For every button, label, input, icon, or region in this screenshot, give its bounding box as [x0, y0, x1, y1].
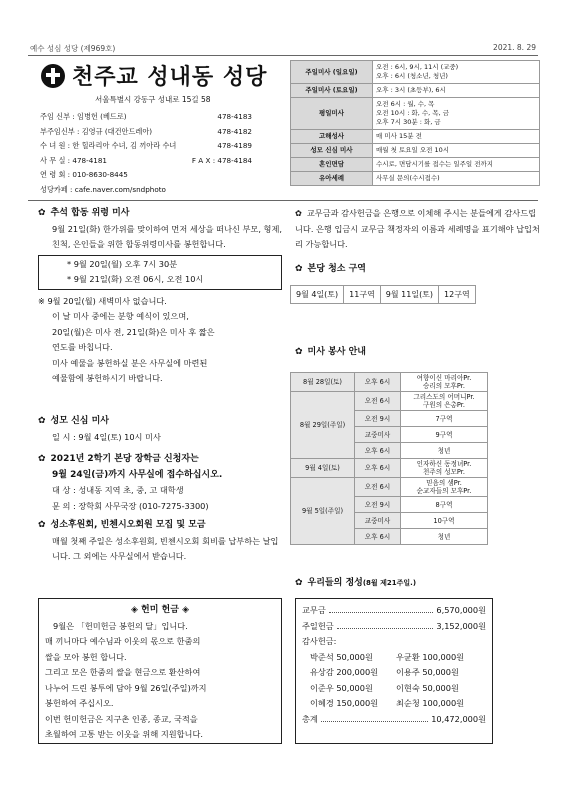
mass-times-box: * 9월 20일(월) 오후 7시 30분 * 9월 21일(화) 오전 06시, 오전 10시 [38, 255, 282, 290]
section-marian-mass [38, 414, 282, 445]
schedule-row: 고해성사 매 미사 15분 전 [291, 130, 540, 144]
table-row: 오전 9시 8구역 [291, 497, 488, 513]
divider [28, 55, 538, 56]
table-row: 교중미사 10구역 [291, 513, 488, 529]
section-bank-notice [295, 206, 543, 253]
offering-total: 총계 10,472,000원 [302, 713, 486, 724]
church-address: 서울특별시 강동구 성내로 15길 58 [95, 95, 211, 104]
table-row: 오후 6시 청년 [291, 529, 488, 545]
staff-row: 부주임신부 : 김영규 (대건안드레아) 478-4182 [40, 126, 252, 136]
section-title: 추석 합동 위령 미사 [50, 208, 130, 218]
section-title: 2021년 2학기 본당 장학금 신청자는 [50, 454, 199, 464]
flower-icon: ✿ [38, 208, 46, 218]
offering-line: 교무금 6,570,000원 [302, 605, 486, 615]
section-title: 본당 청소 구역 [307, 264, 366, 274]
section-scholarship: ✿ 2021년 2학기 본당 장학금 신청자는 9월 24일(금)까지 사무실에 접수하십시오. 대 상 : 성내동 지역 초, 중, 고 대학생 문 의 : 장학회 사무국장 (010-7275-3300) [38, 452, 282, 514]
box-title: ◈ 헌미 헌금 ◈ [130, 605, 190, 615]
section-title: 미사 봉사 안내 [307, 347, 366, 357]
table-row: 8월 29일(주일) 오전 6시 그리스도의 어머니Pr. 구원의 은총Pr. [291, 392, 488, 411]
donor-row: 유상감 200,000원 이용주 50,000원 [310, 667, 459, 677]
schedule-row: 성모 신심 미사 매월 첫 토요일 오전 10시 [291, 144, 540, 158]
rice-offering-box: ◈ 헌미 헌금 ◈ 9월은 「헌미헌금 봉헌의 달」입니다. 매 끼니마다 예수님과 이웃의 몫으로 한줌의 쌀을 모아 봉헌 합니다. 그리고 모은 한줌의 쌀을 현금으로 환산하여 나누어 드린 봉투에 담아 9월 26일(주일)까지 봉헌하여 주십시오. 이번 헌미헌금은 지구촌 인종, 종교, 국적을 초월하여 고통 받는 이웃을 위해 지원합니다. [38, 598, 282, 744]
section-body: 9월 21일(화) 한가위를 맞이하여 먼저 세상을 떠나신 부모, 형제, 친척, 은인들을 위한 합동위령미사를 봉헌합니다. [52, 223, 282, 249]
table-row: 오후 6시 청년 [291, 443, 488, 459]
table-row: 오전 9시 7구역 [291, 411, 488, 427]
flower-icon: ✿ [38, 416, 46, 426]
section-body: 매월 첫째 주일은 성소후원회, 빈첸시오회 회비를 납부하는 날입니다. 그 외에는 사무실에서 받습니다. [52, 535, 279, 561]
mass-duty-table [290, 372, 488, 545]
section-subtitle: (8월 제21주일.) [362, 579, 417, 587]
section-title: 성모 신심 미사 [50, 416, 109, 426]
section-title: 우리들의 정성 [307, 578, 363, 588]
section-cleaning [295, 262, 543, 278]
offering-label: 감사헌금: [302, 636, 337, 646]
table-row: 교중미사 9구역 [291, 427, 488, 443]
flower-icon: ✿ [295, 208, 302, 218]
staff-row: 성당카페 : cafe.naver.com/sndphoto [40, 184, 166, 194]
schedule-row: 주일미사 (토요일) 오후 : 3시 (초등부), 6시 [291, 84, 540, 98]
clean-date: 9월 11일(토) [380, 286, 438, 304]
clean-date: 9월 4일(토) [291, 286, 344, 304]
clean-zone: 12구역 [439, 286, 476, 304]
table-row: 8월 28일(토) 오후 6시 여향이신 마리아Pr. 승리의 모후Pr. [291, 373, 488, 392]
offering-line: 주일헌금 3,152,000원 [302, 620, 486, 631]
schedule-row: 평일미사 오전 6시 : 월, 수, 목 오전 10시 : 화, 수, 목, 금 오후 7시 30분 : 화, 금 [291, 98, 540, 130]
divider [28, 200, 538, 201]
bulletin-issue: 예수 성심 성당 (제969호) [30, 44, 116, 53]
staff-row: 연 령 회 : 010-8630-8445 [40, 170, 128, 180]
section-memorial-mass [38, 206, 282, 387]
section-title-line2: 9월 24일(금)까지 사무실에 접수하십시오. [52, 469, 223, 480]
section-body: 일 시 : 9월 4일(토) 10시 미사 [52, 431, 161, 442]
cross-logo-icon [40, 63, 66, 89]
cleaning-table [290, 285, 476, 304]
flower-icon: ✿ [38, 454, 46, 464]
flower-icon: ✿ [295, 578, 303, 588]
staff-row: 사 무 실 : 478-4181 F A X : 478-4184 [40, 155, 252, 165]
section-duty [295, 345, 543, 361]
bulletin-date: 2021. 8. 29 [493, 43, 536, 52]
donor-row: 이혜경 150,000원 최순청 100,000원 [310, 698, 465, 708]
clean-zone: 11구역 [344, 286, 381, 304]
offerings-box [295, 598, 493, 744]
staff-list [40, 110, 252, 198]
donor-row: 이준우 50,000원 이현숙 50,000원 [310, 682, 459, 693]
staff-row: 주임 신부 : 임병헌 (베드로) 478-4183 [40, 112, 252, 121]
church-title: 천주교 성내동 성당 [72, 64, 268, 90]
mass-schedule-table [290, 60, 540, 186]
schedule-row: 주일미사 (일요일) 오전 : 6시, 9시, 11시 (교중) 오후 : 6시 (청소년, 청년) [291, 61, 540, 84]
table-row: 9월 4일(토) 오후 6시 인자하신 동정녀Pr. 천주의 성모Pr. [291, 459, 488, 478]
table-row: 9월 5일(주일) 오전 6시 믿음의 샘Pr. 순교자들의 모후Pr. [291, 478, 488, 497]
section-offerings [295, 576, 543, 592]
section-title: 성소후원회, 빈첸시오회원 모집 및 모금 [50, 520, 206, 530]
flower-icon: ✿ [295, 347, 303, 357]
schedule-row: 유아세례 사무실 문의(수시접수) [291, 172, 540, 186]
staff-row: 수 녀 원 : 한 힐라리아 수녀, 김 끼아라 수녀 478-4189 [40, 141, 252, 151]
section-vocation-society [38, 518, 282, 565]
flower-icon: ✿ [38, 520, 46, 530]
notice-text: 교무금과 감사헌금을 은행으로 이체해 주시는 분들에게 감사드립니다. 은행 입금시 교무금 책정자의 이름과 세례명을 표기해야 납입처리 가능합니다. [295, 208, 540, 249]
section-note: ※ 9월 20일(월) 새벽미사 없습니다. 이 날 미사 중에는 분향 예식이 있으며, 20일(월)은 미사 전, 21일(화)은 미사 후 짧은 연도를 바칩니다. 미사 예물을 봉헌하실 분은 사무실에 마련된 예물함에 봉헌하시기 바랍니다. [38, 295, 215, 383]
flower-icon: ✿ [295, 264, 303, 274]
donor-row: 박준석 50,000원 우균환 100,000원 [310, 651, 465, 662]
schedule-row: 혼인면담 수시로, 면담시기를 접수는 일주일 전까지 [291, 158, 540, 172]
